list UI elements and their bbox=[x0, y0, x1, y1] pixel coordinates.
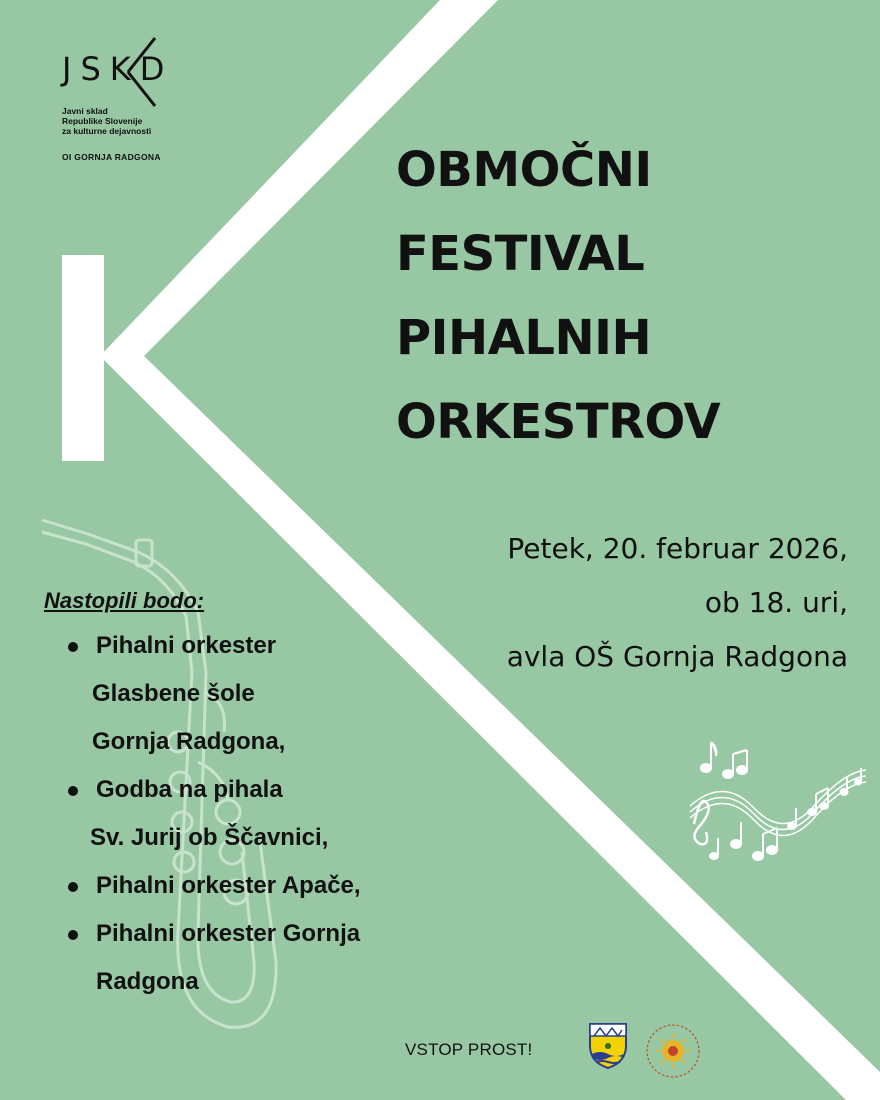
list-item-line: Pihalni orkester Apače, bbox=[96, 872, 361, 899]
title-line-1: OBMOČNI bbox=[396, 142, 652, 198]
event-details bbox=[507, 522, 848, 684]
list-item bbox=[44, 622, 444, 766]
list-item-line: Gornja Radgona, bbox=[92, 728, 286, 755]
festival-title bbox=[396, 128, 720, 464]
lineup-list bbox=[44, 622, 444, 1006]
logo-line-3: za kulturne dejavnosti bbox=[62, 126, 152, 136]
logo-org: OI GORNJA RADGONA bbox=[62, 152, 161, 162]
title-line-2: FESTIVAL bbox=[396, 226, 645, 282]
logo-line-1: Javni sklad bbox=[62, 106, 108, 116]
title-line-3: PIHALNIH bbox=[396, 310, 652, 366]
lineup-heading: Nastopili bodo: bbox=[44, 588, 205, 613]
logo-letters: JSKD bbox=[62, 50, 174, 88]
municipality-crest-icon bbox=[586, 1020, 630, 1070]
list-item-line: Radgona bbox=[96, 968, 199, 995]
music-school-seal-icon bbox=[644, 1022, 702, 1080]
list-item bbox=[44, 862, 444, 910]
event-time: ob 18. uri, bbox=[704, 586, 848, 619]
title-line-4: ORKESTROV bbox=[396, 394, 721, 450]
logo-slash-icon bbox=[62, 36, 182, 108]
list-item-line: Sv. Jurij ob Ščavnici, bbox=[90, 824, 329, 851]
logo-line-2: Republike Slovenije bbox=[62, 116, 143, 126]
music-notes-icon bbox=[684, 736, 869, 871]
list-item-line: Pihalni orkester Gornja bbox=[96, 920, 361, 947]
list-item bbox=[44, 766, 444, 862]
logo-mark bbox=[62, 36, 182, 106]
event-venue: avla OŠ Gornja Radgona bbox=[506, 640, 848, 673]
list-item bbox=[44, 910, 444, 1006]
lineup bbox=[44, 588, 444, 1006]
entry-note: VSTOP PROST! bbox=[405, 1040, 533, 1059]
event-date: Petek, 20. februar 2026, bbox=[507, 532, 848, 565]
jskd-logo bbox=[62, 36, 242, 162]
list-item-line: Pihalni orkester bbox=[96, 632, 277, 659]
list-item-line: Godba na pihala bbox=[96, 776, 283, 803]
list-item-line: Glasbene šole bbox=[92, 680, 255, 707]
